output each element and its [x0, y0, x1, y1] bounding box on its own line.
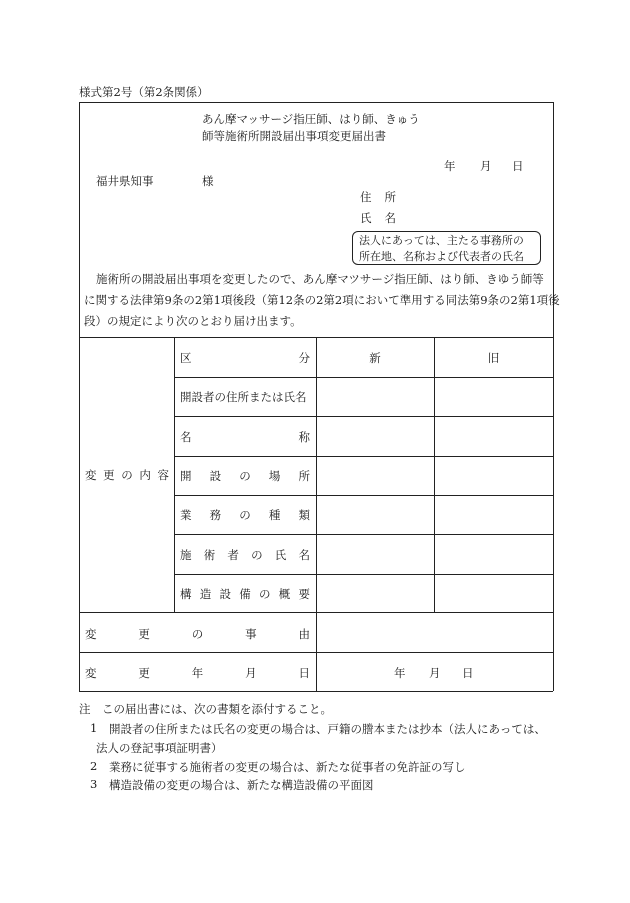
note-2-line1: 業務に従事する施術者の変更の場合は、新たな従事者の免許証の写し	[109, 760, 466, 774]
row-business-label: 業 務 の 種 類	[180, 508, 310, 522]
note-3-number: 3	[90, 777, 98, 791]
change-date-year: 年	[394, 666, 406, 680]
date-month: 月	[480, 159, 492, 173]
note-2-number: 2	[90, 759, 98, 773]
addressee-honorific: 様	[202, 174, 214, 188]
applicant-address-label: 住 所	[360, 190, 396, 204]
body-text-line1: 施術所の開設届出事項を変更したので、あん摩マツサージ指圧師、はり師、きゆう師等	[96, 272, 544, 286]
change-date-day: 日	[462, 666, 474, 680]
row-owner-label: 開設者の住所または氏名	[180, 390, 307, 404]
note-1-line1: 開設者の住所または氏名の変更の場合は、戸籍の謄本または抄本（法人にあっては、	[109, 722, 546, 736]
change-date-month: 月	[429, 666, 441, 680]
notes-intro: 注 この届出書には、次の書類を添付すること。	[79, 702, 332, 716]
corporate-note-line1: 法人にあっては、主たる事務所の	[359, 234, 524, 247]
form-number: 様式第2号（第2条関係）	[79, 85, 209, 99]
row-location-label: 開 設 の 場 所	[180, 469, 310, 483]
row-reason-label: 変 更 の 事 由	[85, 627, 310, 641]
note-3-line1: 構造設備の変更の場合は、新たな構造設備の平面図	[109, 778, 374, 792]
applicant-name-label: 氏 名	[360, 211, 396, 225]
addressee: 福井県知事	[96, 174, 154, 188]
form-title-line1: あん摩マッサージ指圧師、はり師、きゅう	[202, 112, 420, 126]
note-1-number: 1	[90, 721, 98, 735]
corporate-note-line2: 所在地、名称および代表者の氏名	[359, 250, 524, 263]
header-kubun: 区 分	[180, 351, 310, 365]
row-structure-label: 構 造 設 備 の 概 要	[180, 587, 310, 601]
row-change-date-label: 変 更 年 月 日	[85, 666, 310, 680]
body-text-line2: に関する法律第9条の2第1項後段（第12条の2第2項において準用する同法第9条の2第1項後	[84, 293, 560, 307]
date-year: 年	[444, 159, 456, 173]
header-new: 新	[369, 351, 381, 365]
note-1-line2: 法人の登記事項証明書）	[96, 741, 223, 755]
date-day: 日	[512, 159, 524, 173]
row-practitioner-label: 施 術 者 の 氏 名	[180, 548, 310, 562]
form-title-line2: 師等施術所開設届出事項変更届出書	[202, 129, 386, 143]
row-name-label: 名 称	[180, 430, 310, 444]
header-old: 旧	[487, 351, 500, 365]
section-label-change-contents: 変 更 の 内 容	[85, 468, 169, 482]
body-text-line3: 段）の規定により次のとおり届け出ます。	[84, 314, 302, 328]
